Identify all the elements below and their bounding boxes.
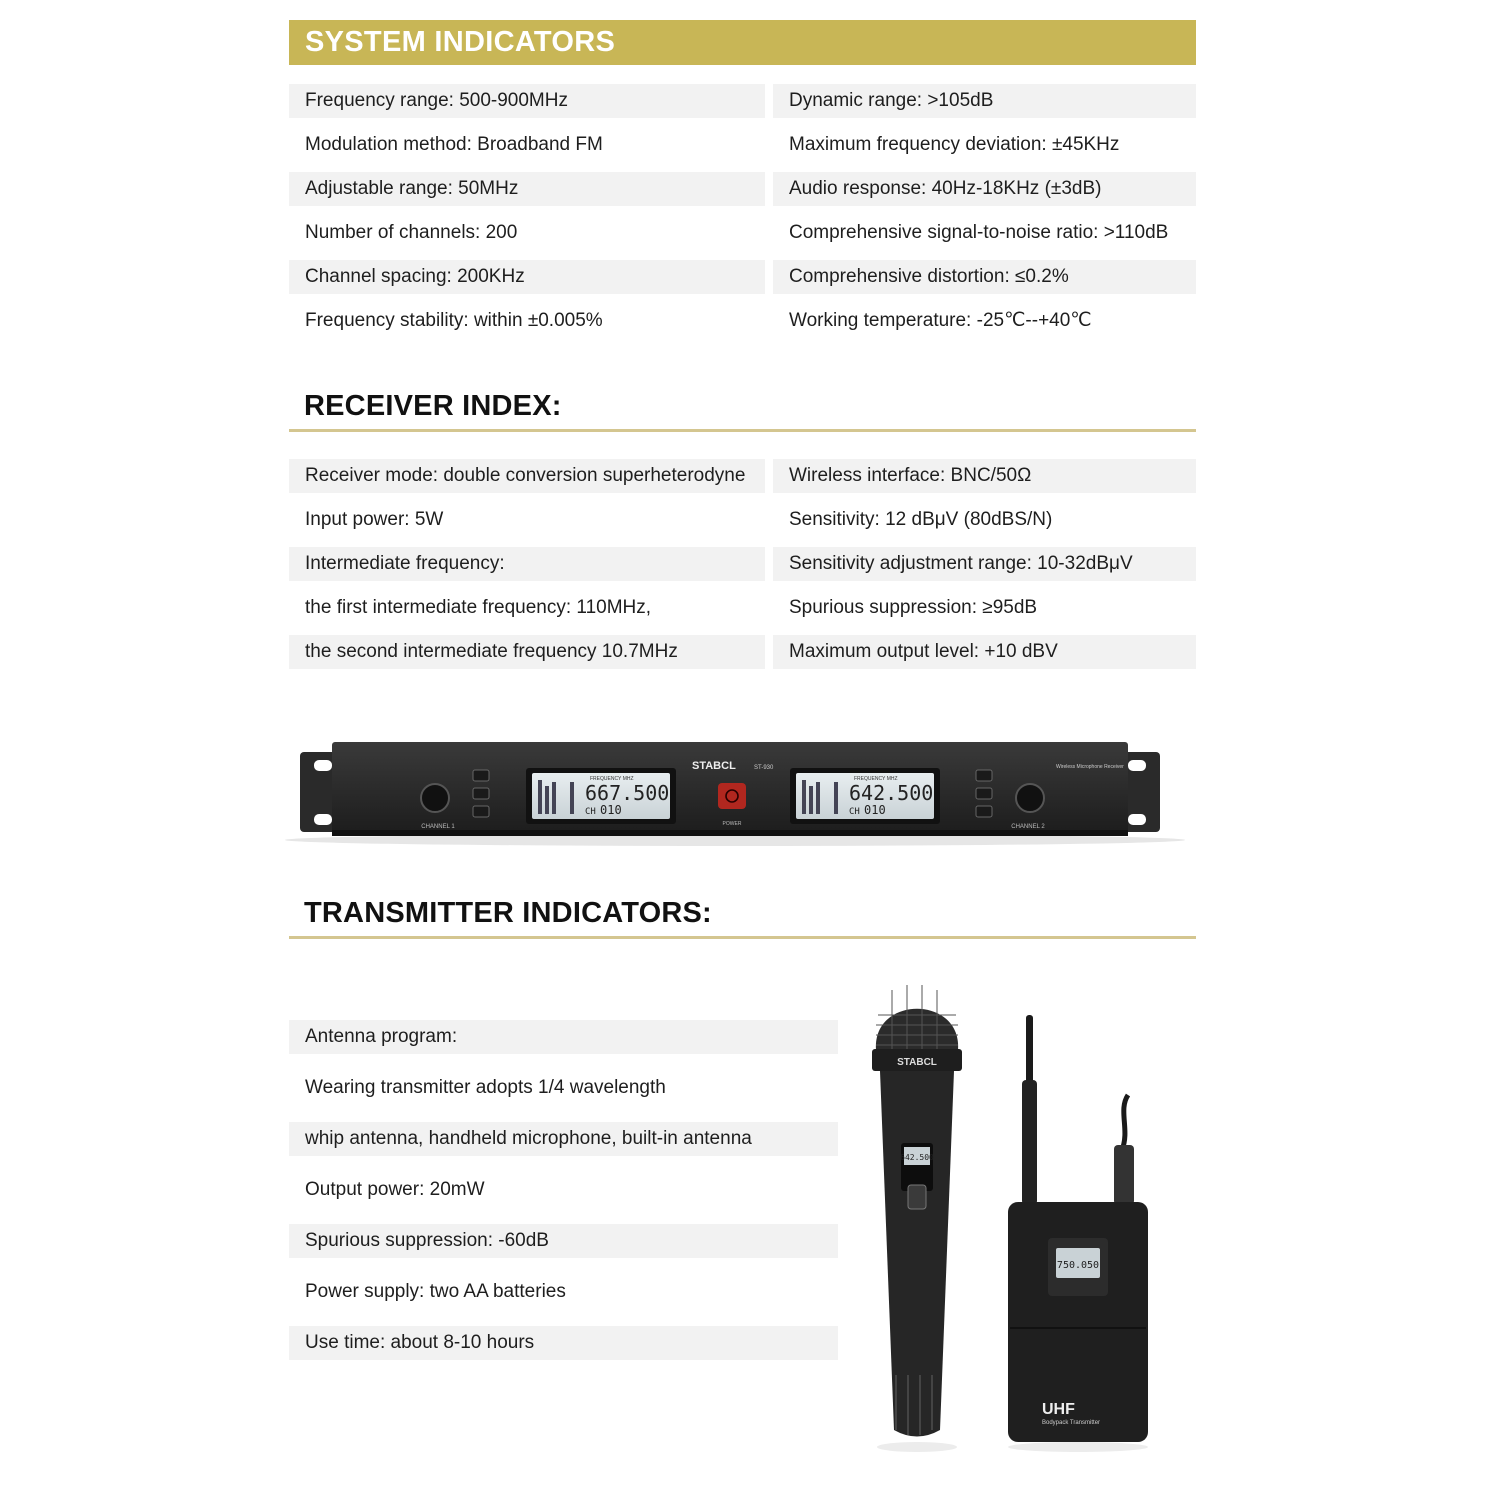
spec-row: Audio response: 40Hz-18KHz (±3dB) <box>773 172 1196 206</box>
receiver-index-heading: RECEIVER INDEX: <box>304 390 562 422</box>
mic-frequency: 642.500 <box>900 1153 934 1162</box>
spec-row: Sensitivity adjustment range: 10-32dBμV <box>773 547 1196 581</box>
channel-2-number: 010 <box>864 803 886 817</box>
spec-row: Power supply: two AA batteries <box>305 1281 566 1302</box>
spec-row: the second intermediate frequency 10.7MHz <box>289 635 765 669</box>
spec-row: whip antenna, handheld microphone, built-in antenna <box>289 1122 838 1156</box>
transmitter-indicators-heading: TRANSMITTER INDICATORS: <box>304 897 712 929</box>
spec-row: Number of channels: 200 <box>305 222 518 243</box>
spec-row: Spurious suppression: -60dB <box>289 1224 838 1258</box>
bodypack-transmitter-image <box>1000 1010 1160 1455</box>
spec-row: Wearing transmitter adopts 1/4 wavelength <box>305 1077 666 1098</box>
spec-row: Spurious suppression: ≥95dB <box>789 597 1038 618</box>
channel-1-frequency: 667.500 <box>585 781 670 805</box>
spec-row: Maximum output level: +10 dBV <box>773 635 1196 669</box>
bodypack-logo: UHF <box>1042 1401 1075 1418</box>
spec-row: the first intermediate frequency: 110MHz, <box>305 597 652 618</box>
mic-brand: STABCL <box>897 1057 937 1068</box>
system-indicators-banner: SYSTEM INDICATORS <box>289 20 1196 65</box>
spec-row: Sensitivity: 12 dBμV (80dBS/N) <box>789 509 1053 530</box>
spec-row: Frequency stability: within ±0.005% <box>305 310 603 331</box>
lcd-freq-label: FREQUENCY MHZ <box>854 776 898 782</box>
bodypack-frequency: 750.050 <box>1056 1260 1100 1271</box>
spec-row: Receiver mode: double conversion superheterodyne <box>289 459 765 493</box>
device-tagline: Wireless Microphone Receiver <box>1056 764 1124 770</box>
device-brand: STABCL <box>692 760 736 772</box>
spec-row: Adjustable range: 50MHz <box>289 172 765 206</box>
spec-row: Working temperature: -25℃--+40℃ <box>789 310 1092 331</box>
ch-prefix: CH <box>849 807 860 817</box>
channel-1-label: CHANNEL 1 <box>421 824 455 830</box>
ch-prefix: CH <box>585 807 596 817</box>
spec-row: Output power: 20mW <box>305 1179 485 1200</box>
channel-2-frequency: 642.500 <box>849 781 934 805</box>
section-divider <box>289 429 1196 432</box>
spec-row: Comprehensive distortion: ≤0.2% <box>773 260 1196 294</box>
spec-row: Input power: 5W <box>305 509 444 530</box>
spec-row: Wireless interface: BNC/50Ω <box>773 459 1196 493</box>
spec-row: Intermediate frequency: <box>289 547 765 581</box>
spec-row: Modulation method: Broadband FM <box>305 134 603 155</box>
spec-row: Frequency range: 500-900MHz <box>289 84 765 118</box>
spec-row: Comprehensive signal-to-noise ratio: >110dB <box>789 222 1169 243</box>
spec-row: Use time: about 8-10 hours <box>289 1326 838 1360</box>
spec-row: Maximum frequency deviation: ±45KHz <box>789 134 1120 155</box>
spec-row: Antenna program: <box>289 1020 838 1054</box>
lcd-freq-label: FREQUENCY MHZ <box>590 776 634 782</box>
device-model: ST-930 <box>754 765 774 771</box>
spec-row: Dynamic range: >105dB <box>773 84 1196 118</box>
section-divider <box>289 936 1196 939</box>
power-label: POWER <box>722 821 742 827</box>
handheld-microphone-image <box>862 975 972 1455</box>
channel-2-label: CHANNEL 2 <box>1011 824 1045 830</box>
receiver-device-image <box>270 738 1200 850</box>
spec-row: Channel spacing: 200KHz <box>289 260 765 294</box>
bodypack-caption: Bodypack Transmitter <box>1042 1420 1101 1426</box>
channel-1-number: 010 <box>600 803 622 817</box>
